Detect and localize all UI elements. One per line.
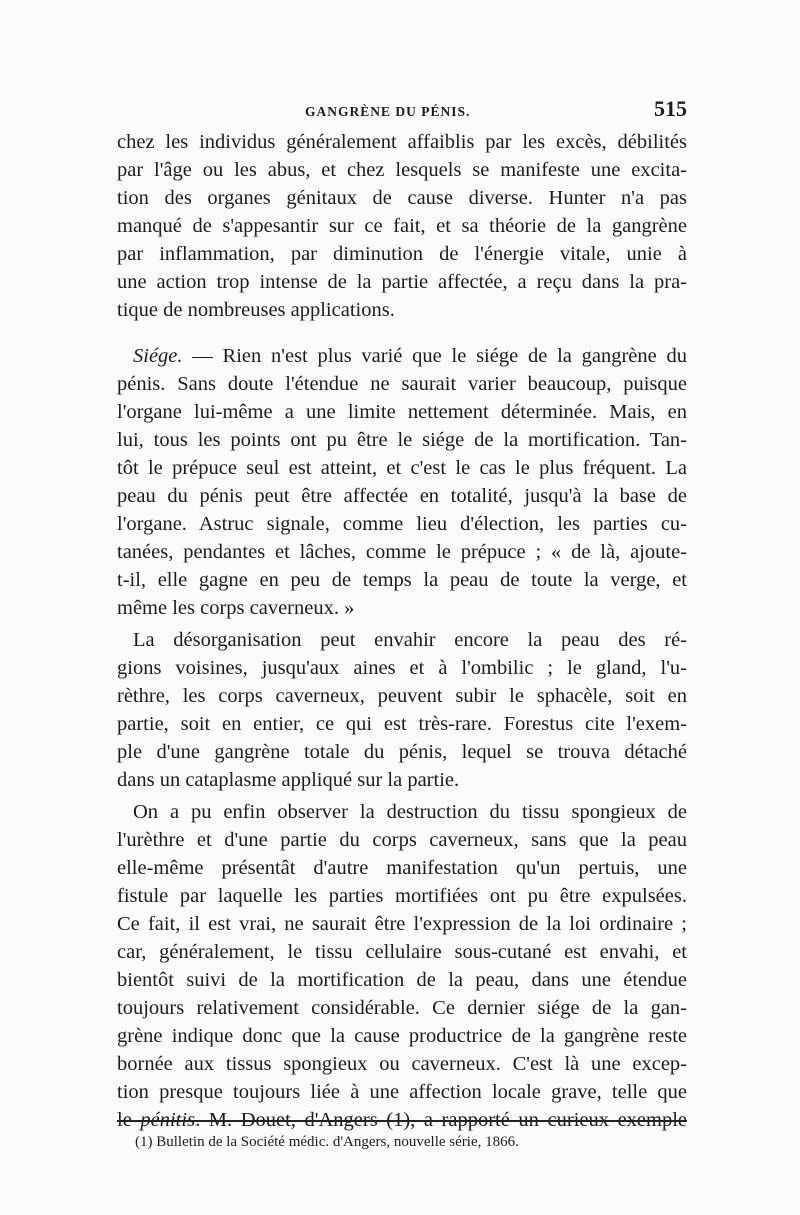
text-line: par inflammation, par diminution de l'énergie vitale, unie à — [117, 243, 687, 265]
text-line: fistule par laquelle les parties mortifiées ont pu être expulsées. — [117, 885, 687, 907]
page-number: 515 — [654, 96, 687, 121]
text-line: l'urèthre et d'une partie du corps caverneux, sans que la peau — [117, 829, 687, 851]
text-line: Ce fait, il est vrai, ne saurait être l'expression de la loi ordinaire ; — [117, 913, 687, 935]
text-span: . M. Douet, d'Angers (1), a rapporté un curieux exemple — [195, 1109, 688, 1131]
text-line: On a pu enfin observer la destruction du tissu spongieux de — [133, 801, 687, 823]
text-line: toujours relativement considérable. Ce dernier siége de la gan- — [117, 997, 687, 1019]
text-line: tôt le prépuce seul est atteint, et c'est le cas le plus fréquent. La — [117, 457, 687, 479]
text-line: lui, tous les points ont pu être le siége de la mortification. Tan- — [117, 429, 687, 451]
text-line: rèthre, les corps caverneux, peuvent subir le sphacèle, soit en — [117, 685, 687, 707]
text-line: manqué de s'appesantir sur ce fait, et sa théorie de la gangrène — [117, 215, 687, 237]
page-header — [117, 96, 687, 126]
text-line: bornée aux tissus spongieux ou caverneux. C'est là une excep- — [117, 1053, 687, 1075]
text-line: l'organe lui-même a une limite nettement déterminée. Mais, en — [117, 401, 687, 423]
italic-term: pénitis — [140, 1109, 196, 1131]
text-line: elle-même présentât d'autre manifestation qu'un pertuis, une — [117, 857, 687, 879]
text-line: l'organe. Astruc signale, comme lieu d'élection, les parties cu- — [117, 513, 687, 535]
text-line: gions voisines, jusqu'aux aines et à l'ombilic ; le gland, l'u- — [117, 657, 687, 679]
text-line: une action trop intense de la partie affectée, a reçu dans la pra- — [117, 271, 687, 293]
text-span: le — [117, 1109, 141, 1131]
text-line: ple d'une gangrène totale du pénis, lequel se trouva détaché — [117, 741, 687, 763]
text-line — [117, 342, 687, 370]
text-line: chez les individus généralement affaiblis par les excès, débilités — [117, 131, 687, 153]
text-line: bientôt suivi de la mortification de la peau, dans une étendue — [117, 969, 687, 991]
running-title: GANGRÈNE DU PÉNIS. — [305, 104, 471, 119]
text-line: tanées, pendantes et lâches, comme le prépuce ; « de là, ajoute- — [117, 541, 687, 563]
text-line: grène indique donc que la cause productrice de la gangrène reste — [117, 1025, 687, 1047]
footnote: (1) Bulletin de la Société médic. d'Angers, nouvelle série, 1866. — [135, 1134, 519, 1150]
paragraph-siege — [117, 342, 687, 622]
paragraph-4 — [117, 798, 687, 1134]
text-line: La désorganisation peut envahir encore la peau des ré- — [133, 629, 687, 651]
text-line: dans un cataplasme appliqué sur la partie. — [117, 769, 460, 791]
text-line: partie, soit en entier, ce qui est très-rare. Forestus cite l'exem- — [117, 713, 687, 735]
text-line: peau du pénis peut être affectée en totalité, jusqu'à la base de — [117, 485, 687, 507]
text-span: — Rien n'est plus varié que le siége de la gangrène du — [182, 345, 687, 367]
text-line: pénis. Sans doute l'étendue ne saurait varier beaucoup, puisque — [117, 373, 687, 395]
body-text — [117, 128, 687, 1152]
text-line: t-il, elle gagne en peu de temps la peau de toute la verge, et — [117, 569, 687, 591]
paragraph-3 — [117, 626, 687, 794]
text-line: même les corps caverneux. » — [117, 597, 355, 619]
text-line: par l'âge ou les abus, et chez lesquels se manifeste une excita- — [117, 159, 687, 181]
text-line: tique de nombreuses applications. — [117, 299, 395, 321]
text-line: tion presque toujours liée à une affection locale grave, telle que — [117, 1081, 687, 1103]
paragraph-1 — [117, 128, 687, 324]
section-lead: Siége. — [133, 345, 183, 367]
text-line: car, généralement, le tissu cellulaire sous-cutané est envahi, et — [117, 941, 687, 963]
footnote-rule — [117, 1120, 687, 1122]
text-line: tion des organes génitaux de cause diverse. Hunter n'a pas — [117, 187, 687, 209]
